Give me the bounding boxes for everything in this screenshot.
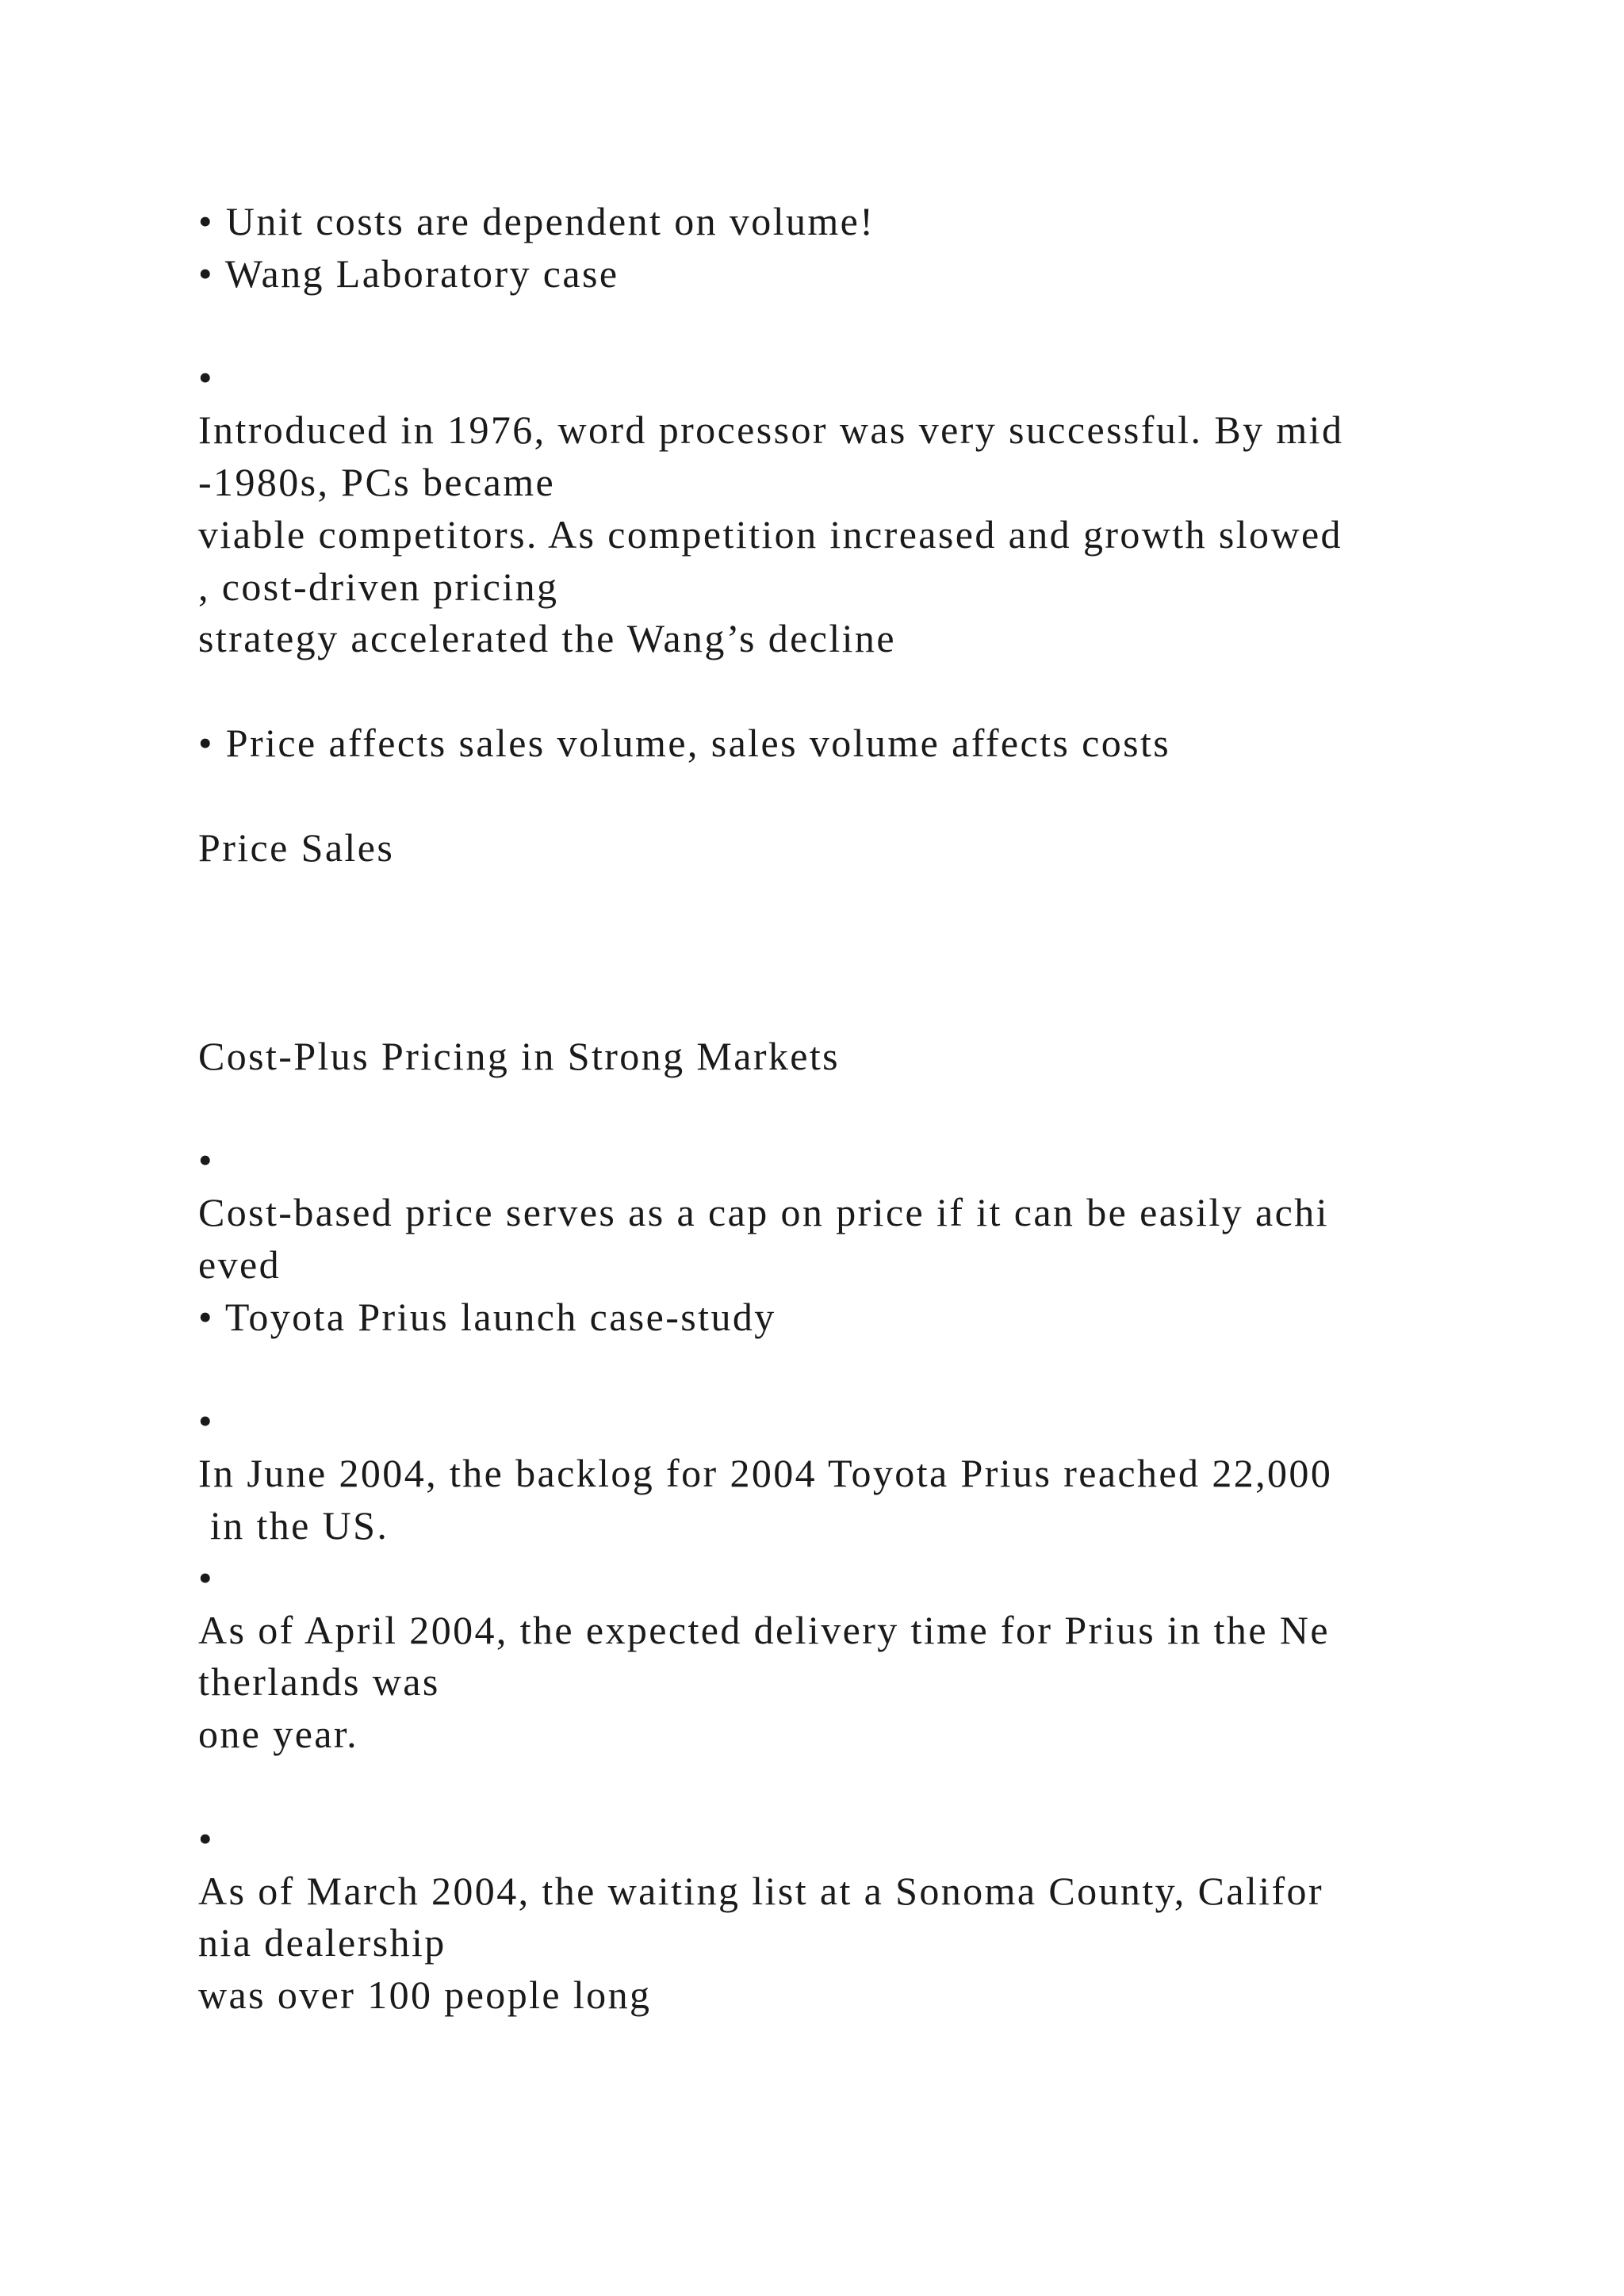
text-line: As of April 2004, the expected delivery time for Prius in the Ne xyxy=(198,1607,1330,1652)
text-line: • xyxy=(198,1399,214,1444)
text-line xyxy=(198,926,1530,978)
text-line: • xyxy=(198,355,214,400)
text-line xyxy=(198,300,1530,353)
text-line xyxy=(198,978,1530,1031)
text-line: In June 2004, the backlog for 2004 Toyota Prius reached 22,000 xyxy=(198,1451,1333,1496)
text-line: in the US. xyxy=(198,1502,389,1548)
text-line: Cost-Plus Pricing in Strong Markets xyxy=(198,1033,841,1078)
text-line: nia dealership xyxy=(198,1920,446,1965)
text-line xyxy=(198,1344,1530,1396)
text-line: • Unit costs are dependent on volume! xyxy=(198,199,875,243)
text-line: was over 100 people long xyxy=(198,1973,652,2018)
text-line: one year. xyxy=(198,1712,359,1757)
text-line: , cost-driven pricing xyxy=(198,564,559,609)
text-line: • xyxy=(198,1816,214,1861)
document-text xyxy=(198,196,1530,2022)
text-line: • Price affects sales volume, sales volume affects costs xyxy=(198,720,1171,765)
text-line: • Toyota Prius launch case-study xyxy=(198,1294,776,1339)
text-line: As of March 2004, the waiting list at a Sonoma County, Califor xyxy=(198,1868,1323,1913)
text-line: eved xyxy=(198,1242,281,1287)
text-line xyxy=(198,665,1530,718)
text-line: • xyxy=(198,1555,214,1600)
text-line xyxy=(198,874,1530,926)
text-line: strategy accelerated the Wang’s decline xyxy=(198,616,896,661)
text-line: Price Sales xyxy=(198,825,395,870)
text-line xyxy=(198,1761,1530,1813)
text-line: -1980s, PCs became xyxy=(198,459,556,504)
text-line: Cost-based price serves as a cap on price if it can be easily achi xyxy=(198,1190,1329,1235)
text-line: Introduced in 1976, word processor was very successful. By mid xyxy=(198,408,1344,453)
text-line xyxy=(198,770,1530,822)
text-line xyxy=(198,1083,1530,1135)
text-line: therlands was xyxy=(198,1659,440,1705)
text-line: viable competitors. As competition increased and growth slowed xyxy=(198,511,1342,557)
text-line: • Wang Laboratory case xyxy=(198,251,619,296)
text-line: • xyxy=(198,1138,214,1183)
